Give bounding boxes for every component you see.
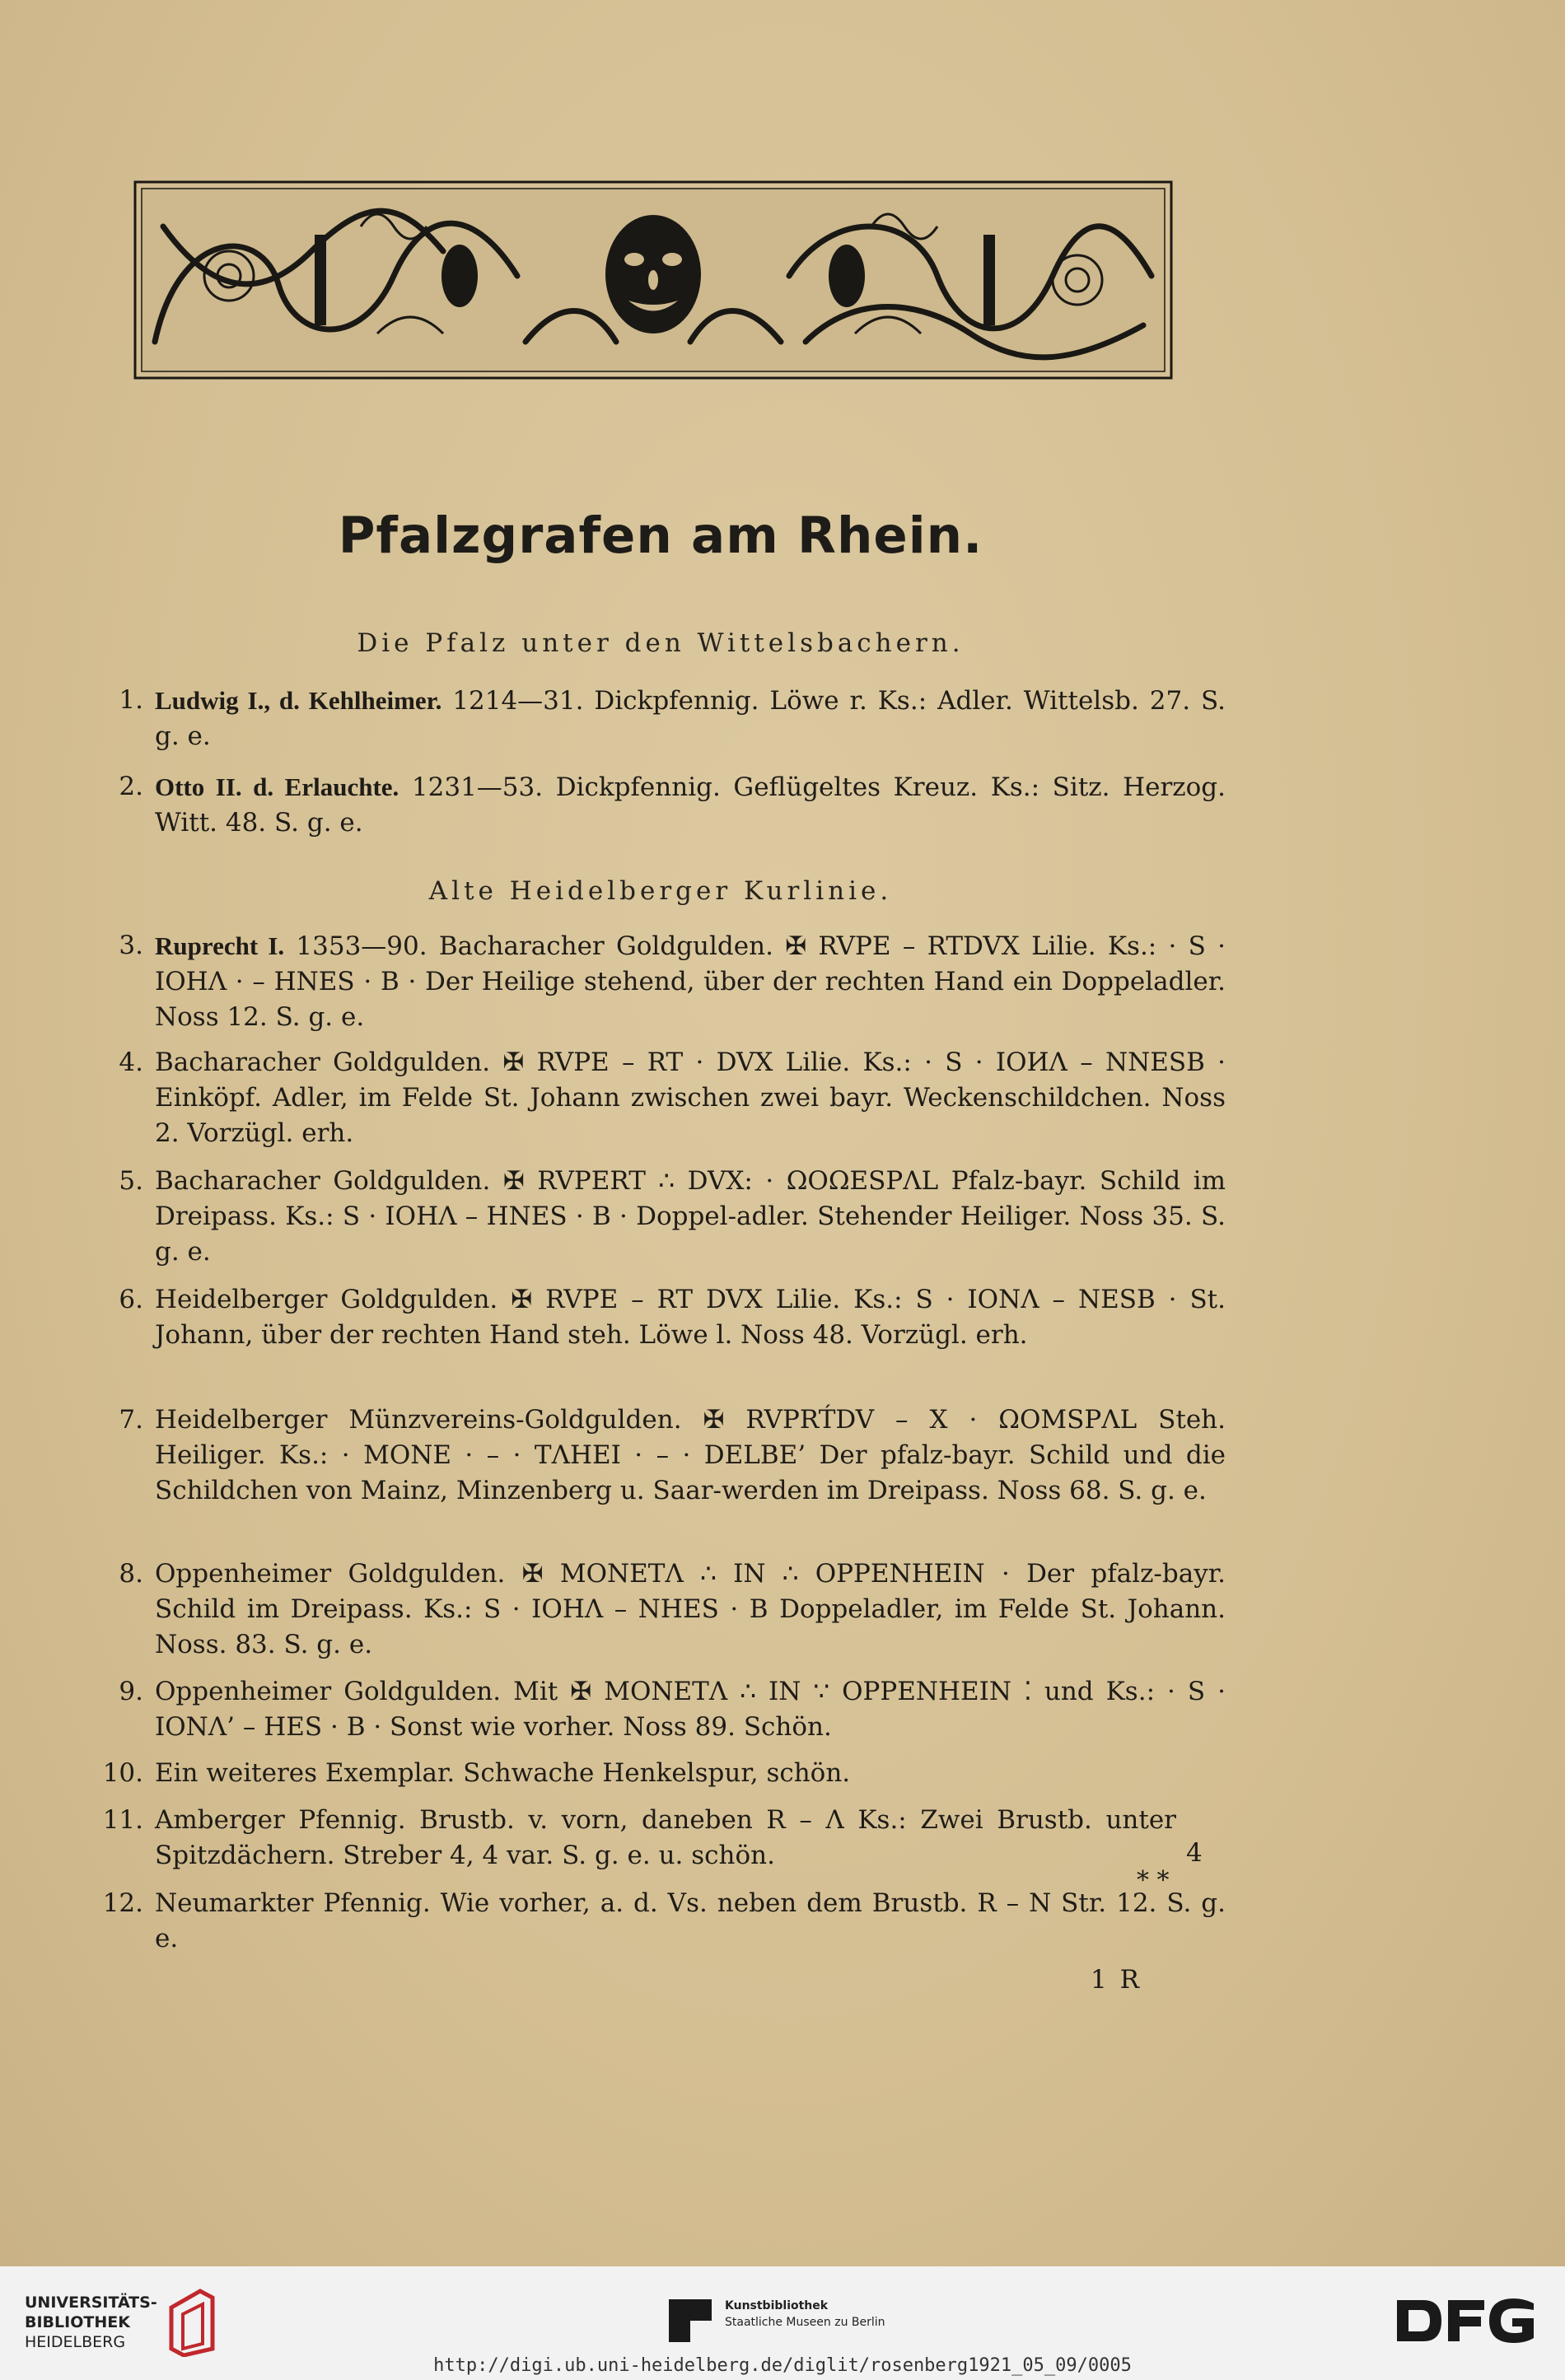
entry-number: 1. <box>119 685 143 715</box>
catalog-entry <box>91 928 1226 1035</box>
catalog-entry <box>91 1756 1226 1791</box>
catalog-entry <box>91 1674 1226 1745</box>
uni-logo-line: UNIVERSITÄTS- <box>25 2294 157 2312</box>
document-url-link[interactable]: http://digi.ub.uni-heidelberg.de/diglit/rosenberg1921_05_09/0005 <box>433 2355 1132 2376</box>
entry-number: 9. <box>119 1677 143 1706</box>
catalog-entry <box>91 1282 1226 1353</box>
page-signature: 1 R <box>1091 1965 1142 1995</box>
kunstbibliothek-logo-icon <box>667 2298 713 2344</box>
entry-text: Bacharacher Goldgulden. ✠ RVPERT ∴ DVX: · ΩOΩESPΛL Pfalz-bayr. Schild im Dreipass. Ks.: S · IOHΛ – HNES · B · Doppel-adler. Stehender Heiliger. Noss 35. S. g. e. <box>155 1166 1226 1267</box>
entry-number: 11. <box>102 1805 143 1835</box>
entry-ruler: Ludwig I., d. Kehlheimer. <box>155 686 442 715</box>
catalog-entry <box>91 1803 1226 1874</box>
decorative-ornament-icon <box>130 177 1176 383</box>
entry-ruler: Ruprecht I. <box>155 931 285 960</box>
entry-number: 7. <box>119 1405 143 1435</box>
uni-logo-line: BIBLIOTHEK <box>25 2313 130 2331</box>
entry-number: 2. <box>119 772 143 801</box>
catalog-entry <box>91 769 1226 841</box>
entry-text: Amberger Pfennig. Brustb. v. vorn, daneben R – Λ Ks.: Zwei Brustb. unter Spitzdächern. Streber 4, 4 var. S. g. e. u. schön. <box>155 1805 1176 1870</box>
entry-text: Bacharacher Goldgulden. ✠ RVPE – RT · DVX Lilie. Ks.: · S · IOИΛ – NNESB · Einköpf. Adler, im Felde St. Johann zwischen zwei bayr. Weckenschildchen. Noss 2. Vorzügl. erh. <box>155 1048 1226 1148</box>
entry-number: 3. <box>119 931 143 960</box>
kb-logo-line: Staatliche Museen zu Berlin <box>725 2316 885 2329</box>
entry-number: 10. <box>102 1758 143 1788</box>
entry-number: 5. <box>119 1166 143 1196</box>
section-heading-kurlinie: Alte Heidelberger Kurlinie. <box>428 876 893 906</box>
uni-logo-line: HEIDELBERG <box>25 2333 126 2351</box>
entry-text: 1214—31. Dickpfennig. Löwe r. Ks.: Adler. Wittelsb. 27. S. g. e. <box>155 686 1226 751</box>
catalog-entry <box>91 1164 1226 1270</box>
entry-text: 1353—90. Bacharacher Goldgulden. ✠ RVPE – RTDVX Lilie. Ks.: · S · IOHΛ · – HNES · B · Der Heilige stehend, über der rechten Hand ein Doppeladler. Noss 12. S. g. e. <box>155 931 1226 1032</box>
university-library-logo[interactable] <box>25 2293 157 2352</box>
entry-text: Ein weiteres Exemplar. Schwache Henkelspur, schön. <box>155 1758 851 1788</box>
annotation-stars: * * <box>1137 1866 1170 1895</box>
entry-text: Oppenheimer Goldgulden. Mit ✠ MONETΛ ∴ IN ∵ OPPENHEIN ⁚ und Ks.: · S · IONΛ’ – HES · B · Sonst wie vorher. Noss 89. Schön. <box>155 1677 1226 1742</box>
catalog-entry <box>91 1402 1226 1509</box>
kb-logo-line: Kunstbibliothek <box>725 2299 829 2312</box>
entry-text: Heidelberger Goldgulden. ✠ RVPE – RT DVX Lilie. Ks.: S · IONΛ – NESB · St. Johann, über der rechten Hand steh. Löwe l. Noss 48. Vorzügl. erh. <box>155 1285 1226 1350</box>
catalog-entry <box>91 1045 1226 1151</box>
entry-text: Oppenheimer Goldgulden. ✠ MONETΛ ∴ IN ∴ OPPENHEIN · Der pfalz-bayr. Schild im Dreipass. Ks.: S · IOHΛ – NHES · B Doppeladler, im Felde St. Johann. Noss. 83. S. g. e. <box>155 1559 1226 1659</box>
entry-text: 1231—53. Dickpfennig. Geflügeltes Kreuz. Ks.: Sitz. Herzog. Witt. 48. S. g. e. <box>155 772 1226 838</box>
dfg-logo-icon[interactable] <box>1392 2295 1540 2346</box>
section-heading-wittelsbacher: Die Pfalz unter den Wittelsbachern. <box>357 628 965 658</box>
entry-number: 4. <box>119 1048 143 1077</box>
catalog-entry <box>91 1886 1226 1957</box>
entry-number: 6. <box>119 1285 143 1314</box>
entry-number: 12. <box>102 1888 143 1918</box>
catalog-entry <box>91 683 1226 754</box>
entry-value: 4 <box>1186 1838 1203 1868</box>
page-title: Pfalzgrafen am Rhein. <box>338 506 983 565</box>
entry-text: Neumarkter Pfennig. Wie vorher, a. d. Vs. neben dem Brustb. R – N Str. 12. S. g. e. <box>155 1888 1226 1953</box>
university-emblem-icon <box>163 2283 221 2357</box>
entry-number: 8. <box>119 1559 143 1589</box>
entry-text: Heidelberger Münzvereins-Goldgulden. ✠ RVPRT́DV – X · ΩOMSPΛL Steh. Heiliger. Ks.: · MONE · – · TΛHEI · – · DELBE’ Der pfalz-bayr. Schild und die Schildchen von Mainz, Minzenberg u. Saar-werden im Dreipass. Noss 68. S. g. e. <box>155 1405 1226 1505</box>
kunstbibliothek-logo[interactable] <box>725 2298 885 2331</box>
entry-ruler: Otto II. d. Erlauchte. <box>155 772 399 801</box>
footer-bar <box>0 2266 1565 2380</box>
catalog-entry <box>91 1556 1226 1663</box>
